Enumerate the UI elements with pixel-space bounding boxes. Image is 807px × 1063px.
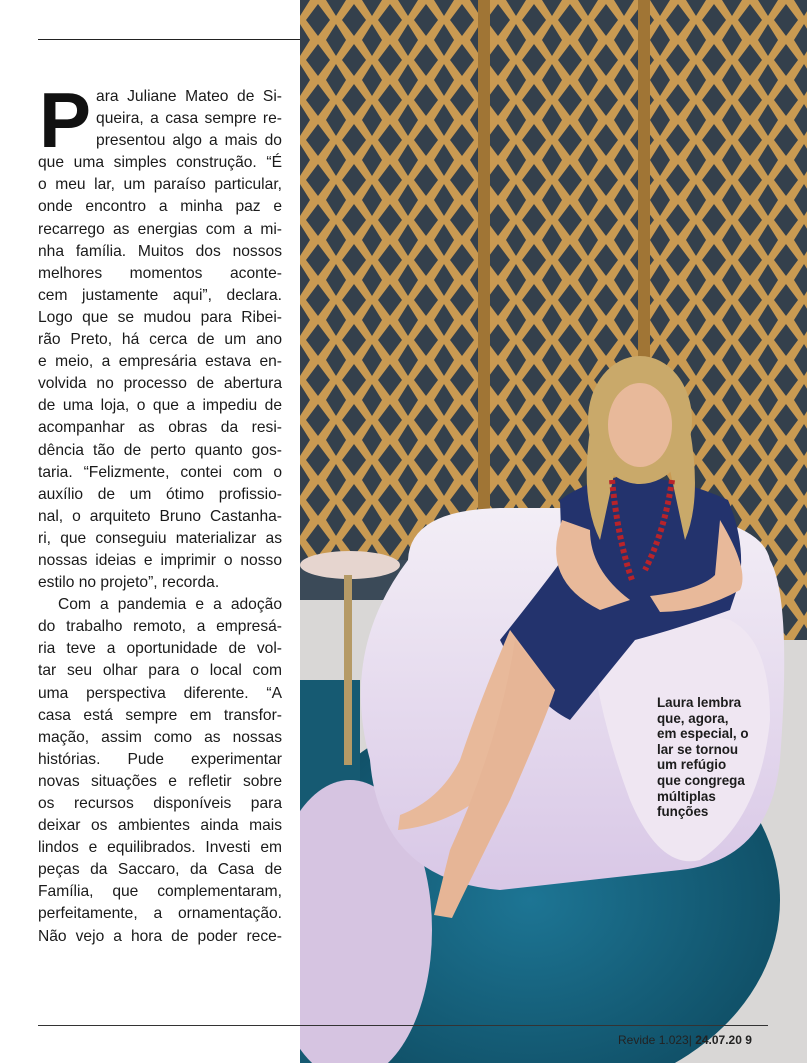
side-table	[300, 551, 400, 579]
photo-caption	[657, 695, 769, 820]
article-line	[38, 594, 282, 616]
article-line: uma perspectiva diferente. “A	[38, 684, 282, 702]
caption-line: funções	[657, 804, 709, 820]
lattice-screen-left	[300, 0, 480, 560]
article-line: os recursos disponíveis para	[38, 795, 282, 812]
folio-page-number: 9	[745, 1033, 752, 1047]
bottom-rule	[38, 1025, 768, 1026]
article-column	[38, 76, 282, 948]
caption-line: lar se tornou	[657, 741, 739, 757]
article-line: Logo que se mudou para Ribei-	[38, 308, 282, 326]
article-line: Não vejo a hora de poder rece-	[38, 927, 282, 945]
article-line: nal, o arquiteto Bruno Castanha-	[38, 507, 282, 525]
article-line: rão Preto, há cerca de um ano	[38, 331, 282, 349]
article-line: nha família. Muitos dos nossos	[38, 242, 282, 260]
article-line: e meio, a empresária estava en-	[38, 353, 282, 371]
article-line: dência tão de perto quanto gos-	[38, 441, 282, 459]
article-line: lindos e equilibrados. Investi em	[38, 839, 282, 857]
article-paragraph-1	[38, 76, 282, 594]
article-line: cem justamente aqui”, declara.	[38, 286, 282, 304]
article-line: o meu lar, um paraíso particular,	[38, 176, 282, 194]
article-line: ri, que conseguiu materializar as	[38, 529, 282, 547]
caption-line: Laura lembra	[657, 695, 742, 710]
article-line: taria. “Felizmente, contei com o	[38, 463, 282, 481]
article-line: deixar os ambientes ainda mais	[38, 817, 282, 835]
caption-line: que congrega	[657, 772, 745, 788]
article-line: tar seu olhar para o local com	[38, 662, 282, 680]
article-line: recarrego as energias com a mi-	[38, 220, 282, 238]
article-line: que uma simples construção. “É	[38, 154, 282, 172]
feature-photo	[300, 0, 807, 1063]
article-line: de uma loja, o que a impediu de	[38, 397, 282, 415]
article-line: ara Juliane Mateo de Si-	[96, 88, 282, 105]
article-line: melhores momentos aconte-	[38, 264, 282, 282]
article-line: ria teve a oportunidade de vol-	[38, 640, 282, 658]
article-line: auxílio de um ótimo profissio-	[38, 485, 282, 503]
article-line: do trabalho remoto, a empresá-	[38, 618, 282, 636]
article-line: perfeitamente, a ornamentação.	[38, 905, 282, 923]
caption-line: um refúgio	[657, 757, 727, 773]
top-rule	[38, 39, 300, 40]
folio	[618, 1033, 752, 1047]
article-line: onde encontro a minha paz e	[38, 198, 282, 216]
article-line: novas situações e refletir sobre	[38, 772, 282, 790]
face	[608, 383, 672, 467]
article-line: volvida no processo de abertura	[38, 375, 282, 393]
drop-cap: P	[39, 76, 92, 164]
article-line: Família, que complementaram,	[38, 883, 282, 901]
caption-line: múltiplas	[657, 788, 716, 804]
article-line: histórias. Pude experimentar	[38, 750, 282, 768]
article-line: estilo no projeto”, recorda.	[38, 574, 220, 592]
article-line: queira, a casa sempre re-	[96, 110, 282, 128]
article-line: mação, assim como as nossas	[38, 728, 282, 746]
article-line: casa está sempre em transfor-	[38, 706, 282, 724]
article-line: presentou algo a mais do	[96, 132, 282, 150]
folio-separator: |	[688, 1033, 692, 1047]
folio-date: 24.07.20	[695, 1033, 742, 1047]
article-paragraph-2	[38, 594, 282, 948]
article-line-text: Com a pandemia e a adoção	[58, 596, 282, 614]
article-line: acompanhar as obras da resi-	[38, 419, 282, 437]
article-line: peças da Saccaro, da Casa de	[38, 861, 282, 879]
folio-magazine: Revide 1.023	[618, 1033, 689, 1047]
article-line: nossas ideias e imprimir o nosso	[38, 551, 282, 569]
caption-line: que, agora,	[657, 710, 729, 726]
caption-line: em especial, o	[657, 726, 749, 742]
